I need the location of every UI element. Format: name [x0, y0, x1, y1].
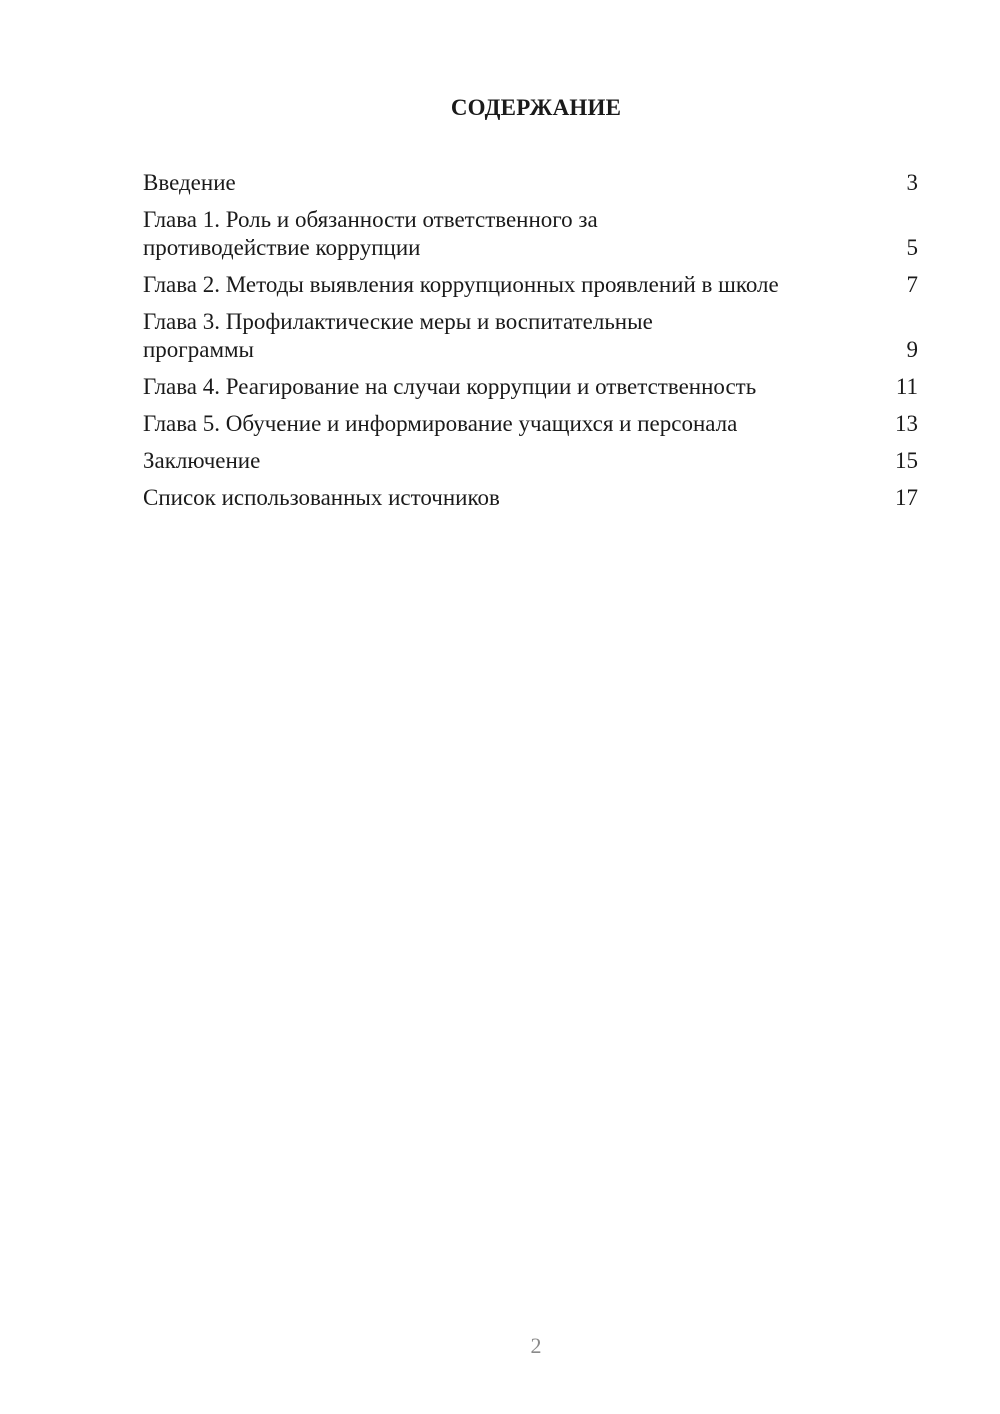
- toc-entry-chapter-5[interactable]: [143, 410, 918, 438]
- toc-entry-page: 3: [906, 170, 918, 195]
- toc-entry-page: 9: [906, 337, 918, 362]
- toc-entry-page: 11: [895, 374, 918, 399]
- toc-entry-chapter-1[interactable]: [143, 206, 918, 262]
- toc-entry-chapter-4[interactable]: [143, 373, 918, 401]
- toc-entry-text: Глава 5. Обучение и информирование учащихся и персонала: [143, 411, 738, 436]
- toc-entry-text: Глава 3. Профилактические меры и воспитательные программы: [143, 309, 653, 362]
- toc-entry-page: 7: [906, 272, 918, 297]
- toc-entry-text: Список использованных источников: [143, 485, 500, 510]
- page-number: 2: [530, 1333, 542, 1358]
- toc-entry-references[interactable]: [143, 484, 918, 512]
- toc-entry-page: 15: [895, 448, 918, 473]
- toc-entry-page: 13: [895, 411, 918, 436]
- toc-entry-chapter-3[interactable]: [143, 308, 918, 364]
- toc-entry-chapter-2[interactable]: [143, 271, 918, 299]
- toc-entry-page: 5: [906, 235, 918, 260]
- toc-entry-text: Заключение: [143, 448, 261, 473]
- toc-entry-text: Глава 2. Методы выявления коррупционных проявлений в школе: [143, 272, 779, 297]
- toc-entry-introduction[interactable]: [143, 169, 918, 197]
- toc-entry-text: Введение: [143, 170, 236, 195]
- toc-entry-text: Глава 4. Реагирование на случаи коррупции и ответственность: [143, 374, 757, 399]
- toc-entry-text: Глава 1. Роль и обязанности ответственного за противодействие коррупции: [143, 207, 598, 260]
- table-of-contents: [143, 169, 918, 521]
- toc-entry-page: 17: [895, 485, 918, 510]
- toc-entry-conclusion[interactable]: [143, 447, 918, 475]
- page-title: СОДЕРЖАНИЕ: [450, 95, 622, 120]
